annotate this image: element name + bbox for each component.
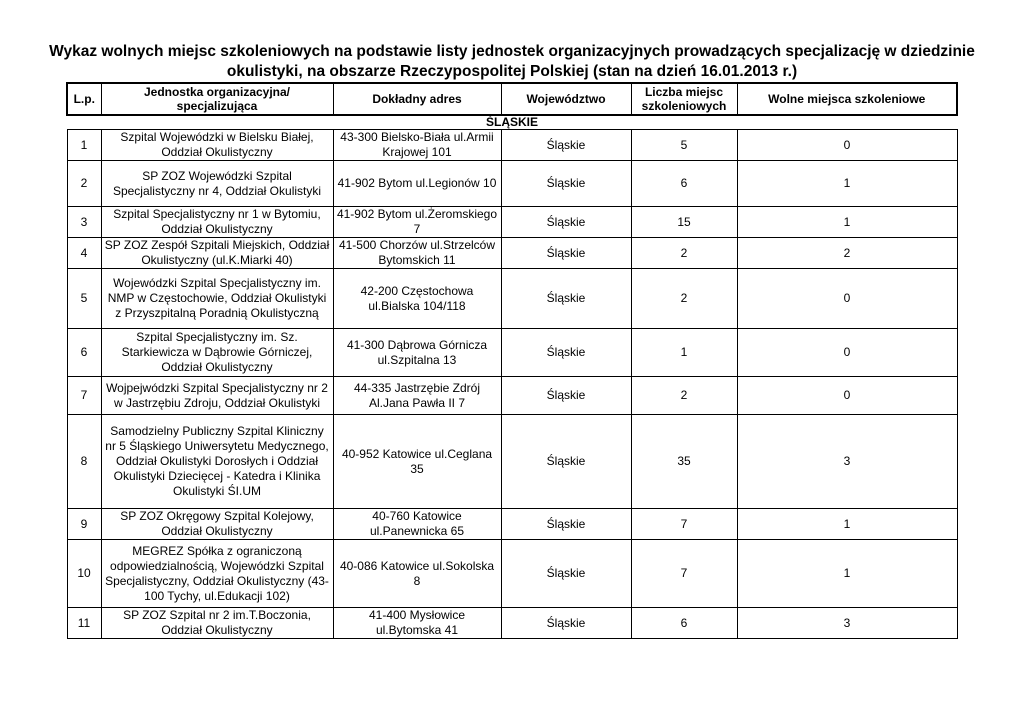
- row-free: 0: [737, 377, 957, 415]
- row-voivodeship: Śląskie: [501, 207, 631, 238]
- row-free: 0: [737, 130, 957, 161]
- row-voivodeship: Śląskie: [501, 608, 631, 639]
- row-places: 2: [631, 377, 737, 415]
- region-row: [67, 115, 957, 130]
- row-unit: MEGREZ Spółka z ograniczoną odpowiedzialnością, Wojewódzki Szpital Specjalistyczny, Oddział Okulistyczny (43-100 Tychy, ul.Edukacji 102): [101, 540, 333, 608]
- row-lp: 5: [67, 269, 101, 329]
- row-voivodeship: Śląskie: [501, 130, 631, 161]
- row-places: 6: [631, 608, 737, 639]
- row-unit: Szpital Specjalistyczny im. Sz. Starkiewicza w Dąbrowie Górniczej, Oddział Okulistyczny: [101, 329, 333, 377]
- row-lp: 9: [67, 509, 101, 540]
- table-row: [67, 130, 957, 161]
- row-free: 3: [737, 415, 957, 509]
- row-places: 2: [631, 238, 737, 269]
- table-row: [67, 415, 957, 509]
- row-voivodeship: Śląskie: [501, 415, 631, 509]
- row-address: 41-400 Mysłowice ul.Bytomska 41: [333, 608, 501, 639]
- row-free: 0: [737, 329, 957, 377]
- row-free: 0: [737, 269, 957, 329]
- row-free: 3: [737, 608, 957, 639]
- title-line-1: Wykaz wolnych miejsc szkoleniowych na podstawie listy jednostek organizacyjnych prowadzących specjalizację w dziedzinie: [49, 43, 975, 60]
- row-places: 15: [631, 207, 737, 238]
- row-voivodeship: Śląskie: [501, 238, 631, 269]
- row-address: 41-300 Dąbrowa Górnicza ul.Szpitalna 13: [333, 329, 501, 377]
- row-places: 2: [631, 269, 737, 329]
- training-places-table: [66, 82, 958, 639]
- row-voivodeship: Śląskie: [501, 509, 631, 540]
- row-voivodeship: Śląskie: [501, 329, 631, 377]
- row-free: 1: [737, 161, 957, 207]
- header-voivodeship: Województwo: [501, 83, 631, 115]
- table-row: [67, 608, 957, 639]
- table-row: [67, 161, 957, 207]
- row-lp: 3: [67, 207, 101, 238]
- title-line-2: okulistyki, na obszarze Rzeczypospolitej Polskiej (stan na dzień 16.01.2013 r.): [226, 63, 798, 80]
- row-free: 1: [737, 207, 957, 238]
- row-lp: 1: [67, 130, 101, 161]
- table-row: [67, 540, 957, 608]
- row-voivodeship: Śląskie: [501, 377, 631, 415]
- row-unit: Szpital Wojewódzki w Bielsku Białej, Oddział Okulistyczny: [101, 130, 333, 161]
- row-voivodeship: Śląskie: [501, 269, 631, 329]
- row-unit: SP ZOZ Wojewódzki Szpital Specjalistyczny nr 4, Oddział Okulistyki: [101, 161, 333, 207]
- row-places: 6: [631, 161, 737, 207]
- table-row: [67, 377, 957, 415]
- row-address: 41-902 Bytom ul.Legionów 10: [333, 161, 501, 207]
- table-row: [67, 207, 957, 238]
- table-row: [67, 269, 957, 329]
- row-places: 5: [631, 130, 737, 161]
- table-row: [67, 509, 957, 540]
- row-lp: 11: [67, 608, 101, 639]
- row-lp: 8: [67, 415, 101, 509]
- row-address: 40-760 Katowice ul.Panewnicka 65: [333, 509, 501, 540]
- table-row: [67, 238, 957, 269]
- row-free: 1: [737, 540, 957, 608]
- header-places: Liczba miejsc szkoleniowych: [631, 83, 737, 115]
- row-address: 40-952 Katowice ul.Ceglana 35: [333, 415, 501, 509]
- row-places: 7: [631, 509, 737, 540]
- row-voivodeship: Śląskie: [501, 540, 631, 608]
- row-unit: SP ZOZ Szpital nr 2 im.T.Boczonia, Oddział Okulistyczny: [101, 608, 333, 639]
- table-row: [67, 329, 957, 377]
- row-address: 43-300 Bielsko-Biała ul.Armii Krajowej 101: [333, 130, 501, 161]
- row-places: 35: [631, 415, 737, 509]
- row-unit: Wojpejwódzki Szpital Specjalistyczny nr 2 w Jastrzębiu Zdroju, Oddział Okulistyki: [101, 377, 333, 415]
- row-address: 40-086 Katowice ul.Sokolska 8: [333, 540, 501, 608]
- row-address: 42-200 Częstochowa ul.Bialska 104/118: [333, 269, 501, 329]
- row-lp: 4: [67, 238, 101, 269]
- row-unit: Wojewódzki Szpital Specjalistyczny im. NMP w Częstochowie, Oddział Okulistyki z Przyszpitalną Poradnią Okulistyczną: [101, 269, 333, 329]
- header-row: [67, 83, 957, 115]
- row-places: 1: [631, 329, 737, 377]
- row-lp: 6: [67, 329, 101, 377]
- row-address: 44-335 Jastrzębie Zdrój Al.Jana Pawła II 7: [333, 377, 501, 415]
- header-address: Dokładny adres: [333, 83, 501, 115]
- row-address: 41-902 Bytom ul.Żeromskiego 7: [333, 207, 501, 238]
- row-address: 41-500 Chorzów ul.Strzelców Bytomskich 11: [333, 238, 501, 269]
- row-unit: SP ZOZ Okręgowy Szpital Kolejowy, Oddział Okulistyczny: [101, 509, 333, 540]
- row-lp: 10: [67, 540, 101, 608]
- header-lp: L.p.: [67, 83, 101, 115]
- row-unit: SP ZOZ Zespół Szpitali Miejskich, Oddział Okulistyczny (ul.K.Miarki 40): [101, 238, 333, 269]
- row-voivodeship: Śląskie: [501, 161, 631, 207]
- row-lp: 2: [67, 161, 101, 207]
- region-label: ŚLĄSKIE: [67, 115, 957, 130]
- document-title: [40, 42, 984, 82]
- row-free: 2: [737, 238, 957, 269]
- row-places: 7: [631, 540, 737, 608]
- header-unit: Jednostka organizacyjna/ specjalizująca: [101, 83, 333, 115]
- row-lp: 7: [67, 377, 101, 415]
- row-unit: Samodzielny Publiczny Szpital Kliniczny nr 5 Śląskiego Uniwersytetu Medycznego, Oddział Okulistyki Dorosłych i Oddział Okulistyki Dziecięcej - Katedra i Klinika Okulistyki ŚI.UM: [101, 415, 333, 509]
- header-free: Wolne miejsca szkoleniowe: [737, 83, 957, 115]
- row-unit: Szpital Specjalistyczny nr 1 w Bytomiu, Oddział Okulistyczny: [101, 207, 333, 238]
- row-free: 1: [737, 509, 957, 540]
